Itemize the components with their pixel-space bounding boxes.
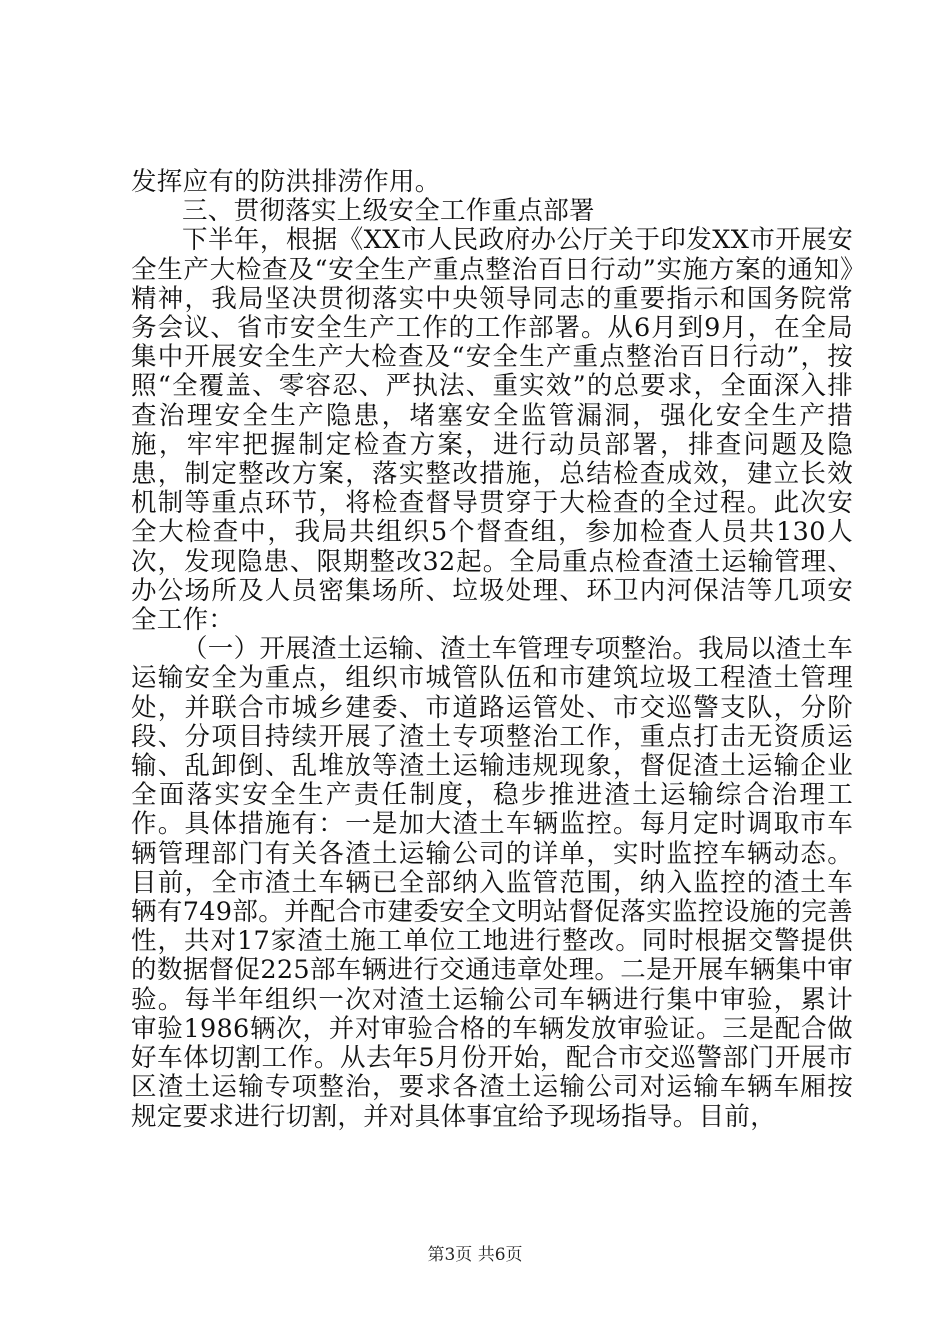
paragraph-muck-transport-rectification: （一）开展渣土运输、渣土车管理专项整治。我局以渣土车运输安全为重点，组织市城管队伍和市建筑垃圾工程渣土管理处，并联合市城乡建委、市道路运管处、市交巡警支队，分阶段、分项目持续开展了渣土专项整治工作，重点打击无资质运输、乱卸倒、乱堆放等渣土运输违规现象，督促渣土运输企业全面落实安全生产责任制度，稳步推进渣土运输综合治理工作。具体措施有：一是加大渣土车辆监控。每月定时调取市车辆管理部门有关各渣土运输公司的详单，实时监控车辆动态。目前，全市渣土车辆已全部纳入监管范围，纳入监控的渣土车辆有749部。并配合市建委安全文明站督促落实监控设施的完善性，共对17家渣土施工单位工地进行整改。同时根据交警提供的数据督促225部车辆进行交通违章处理。二是开展车辆集中审验。每半年组织一次对渣土运输公司车辆进行集中审验，累计审验1986辆次，并对审验合格的车辆发放审验证。三是配合做好车体切割工作。从去年5月份开始，配合市交巡警部门开展市区渣土运输专项整治，要求各渣土运输公司对运输车辆车厢按规定要求进行切割，并对具体事宜给予现场指导。目前， [131,634,853,1132]
page-footer: 第3页 共6页 [427,1245,523,1265]
paragraph-continuation: 发挥应有的防洪排涝作用。 [131,167,441,197]
section-heading: 三、贯彻落实上级安全工作重点部署 [182,196,595,227]
document-body [131,168,853,1132]
paragraph-inspection-overview: 下半年，根据《XX市人民政府办公厅关于印发XX市开展安全生产大检查及“安全生产重点整治百日行动”实施方案的通知》精神，我局坚决贯彻落实中央领导同志的重要指示和国务院常务会议、省市安全生产工作的工作部署。从6月到9月，在全局集中开展安全生产大检查及“安全生产重点整治百日行动”，按照“全覆盖、零容忍、严执法、重实效”的总要求，全面深入排查治理安全生产隐患，堵塞安全监管漏洞，强化安全生产措施，牢牢把握制定检查方案，进行动员部署，排查问题及隐患，制定整改方案，落实整改措施，总结检查成效，建立长效机制等重点环节，将检查督导贯穿于大检查的全过程。此次安全大检查中，我局共组织5个督查组，参加检查人员共130人次，发现隐患、限期整改32起。全局重点检查渣土运输管理、办公场所及人员密集场所、垃圾处理、环卫内河保洁等几项安全工作： [131,225,853,636]
